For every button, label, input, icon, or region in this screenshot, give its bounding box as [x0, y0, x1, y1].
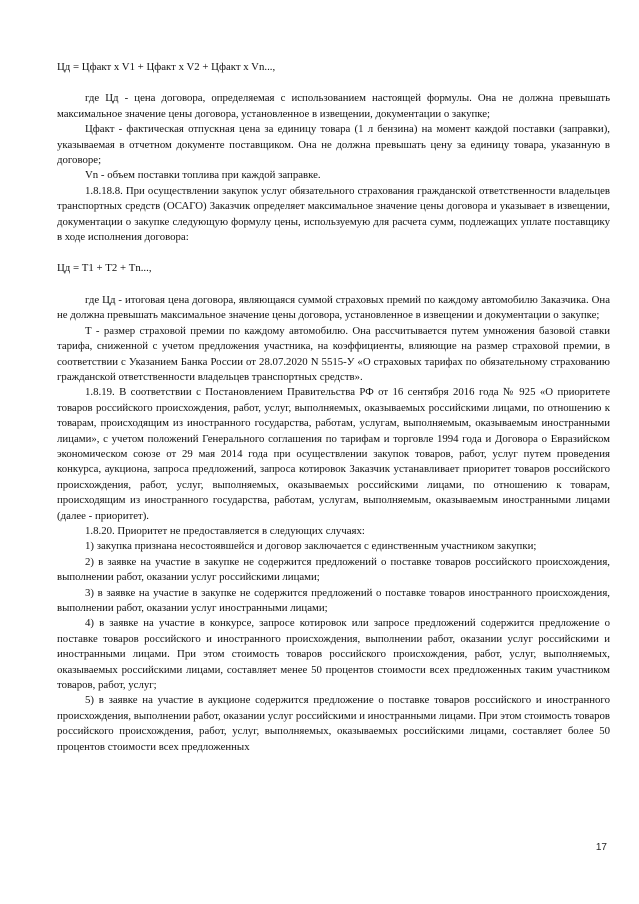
insurance-price-formula: Цд = Т1 + Т2 + Тn...,	[57, 262, 152, 275]
list-item-case-5: 5) в заявке на участие в аукционе содержится предложение о поставке товаров российского и иностранного происхождения, выполнении работ, оказании услуг российскими и иностранными лицами. При этом стоимость товаров российского происхождения, работ, услуг, выполняемых, оказываемых российскими лицами, составляет более 50 процентов стоимости всех предложенных	[57, 694, 611, 753]
spacer	[57, 75, 610, 91]
spacer	[57, 277, 610, 293]
list-item-case-3: 3) в заявке на участие в закупке не содержится предложений о поставке товаров иностранного происхождения, выполнении работ, оказании услуг иностранными лицами;	[57, 586, 610, 614]
paragraph-1-8-20: 1.8.20. Приоритет не предоставляется в следующих случаях:	[85, 524, 365, 537]
paragraph-fact-price-definition: Цфакт - фактическая отпускная цена за единицу товара (1 л бензина) на момент каждой поставки (заправки), указываемая в отчетном документе поставщиком. Она не должна превышать цену за единицу товара, указанную в договоре;	[57, 123, 610, 167]
list-item-case-1: 1) закупка признана несостоявшейся и договор заключается с единственным участником закупки;	[85, 540, 537, 553]
fuel-price-formula: Цд = Цфакт x V1 + Цфакт x V2 + Цфакт x Vn...,	[57, 61, 276, 73]
spacer	[57, 245, 610, 261]
document-body	[57, 60, 610, 755]
paragraph-1-8-19: 1.8.19. В соответствии с Постановлением Правительства РФ от 16 сентября 2016 года № 925 «О приоритете товаров российского происхождения, работ, услуг, выполняемых, оказываемых российскими лицами, по отношению к товарам, происходящим из иностранного государства, работам, услугам, выполняемым, оказываемым иностранными лицами», с учетом положений Генерального соглашения по тарифам и торговле 1994 года и Договора о Евразийском экономическом союзе от 29 мая 2014 года при осуществлении закупок товаров, работ, услуг путем проведения конкурса, аукциона, запроса предложений, запроса котировок Заказчик устанавливает приоритет товаров российского происхождения, работ, услуг, выполняемых, оказываемых российскими лицами, по отношению к товарам, происходящим из иностранного государства, работам, услугам, выполняемым, оказываемым иностранными лицами (далее - приоритет).	[57, 386, 610, 522]
paragraph-premium-definition: Т - размер страховой премии по каждому автомобилю. Она рассчитывается путем умножения базовой ставки тарифа, сниженной с учетом предложения участника, на коэффициенты, влияющие на размер страховой премии, в соответствии с Указанием Банка России от 28.07.2020 N 5515-У «О страховых тарифах по обязательному страхованию гражданской ответственности владельцев транспортных средств».	[57, 324, 610, 383]
list-item-case-4: 4) в заявке на участие в конкурсе, запросе котировок или запросе предложений содержится предложение о поставке товаров российского и иностранного происхождения, выполнении работ, оказании услуг российскими и иностранными лицами. При этом стоимость товаров российского происхождения, работ, услуг, выполняемых, оказываемых российскими лицами, составляет менее 50 процентов стоимости всех предложенных таким участником товаров, работ, услуг;	[57, 617, 610, 692]
paragraph-price-definition: где Цд - цена договора, определяемая с использованием настоящей формулы. Она не должна превышать максимальное значение цены договора, установленное в извещении, документации о закупке;	[57, 92, 610, 120]
page-number: 17	[595, 842, 607, 853]
paragraph-volume-definition: Vn - объем поставки топлива при каждой заправке.	[85, 169, 321, 182]
paragraph-total-price-definition: где Цд - итоговая цена договора, являющаяся суммой страховых премий по каждому автомобилю Заказчика. Она не должна превышать максимальное значение цены договора, установленное в извещении и документации о закупке;	[57, 293, 610, 322]
list-item-case-2: 2) в заявке на участие в закупке не содержится предложений о поставке товаров российского происхождения, выполнении работ, оказании услуг российскими лицами;	[57, 555, 610, 584]
paragraph-1-8-18-8: 1.8.18.8. При осуществлении закупок услуг обязательного страхования гражданской ответственности владельцев транспортных средств (ОСАГО) Заказчик определяет максимальное значение цены договора и указывает в извещении, документации о закупке следующую формулу цены, используемую для расчета сумм, подлежащих уплате поставщику в ходе исполнения договора:	[57, 184, 610, 244]
